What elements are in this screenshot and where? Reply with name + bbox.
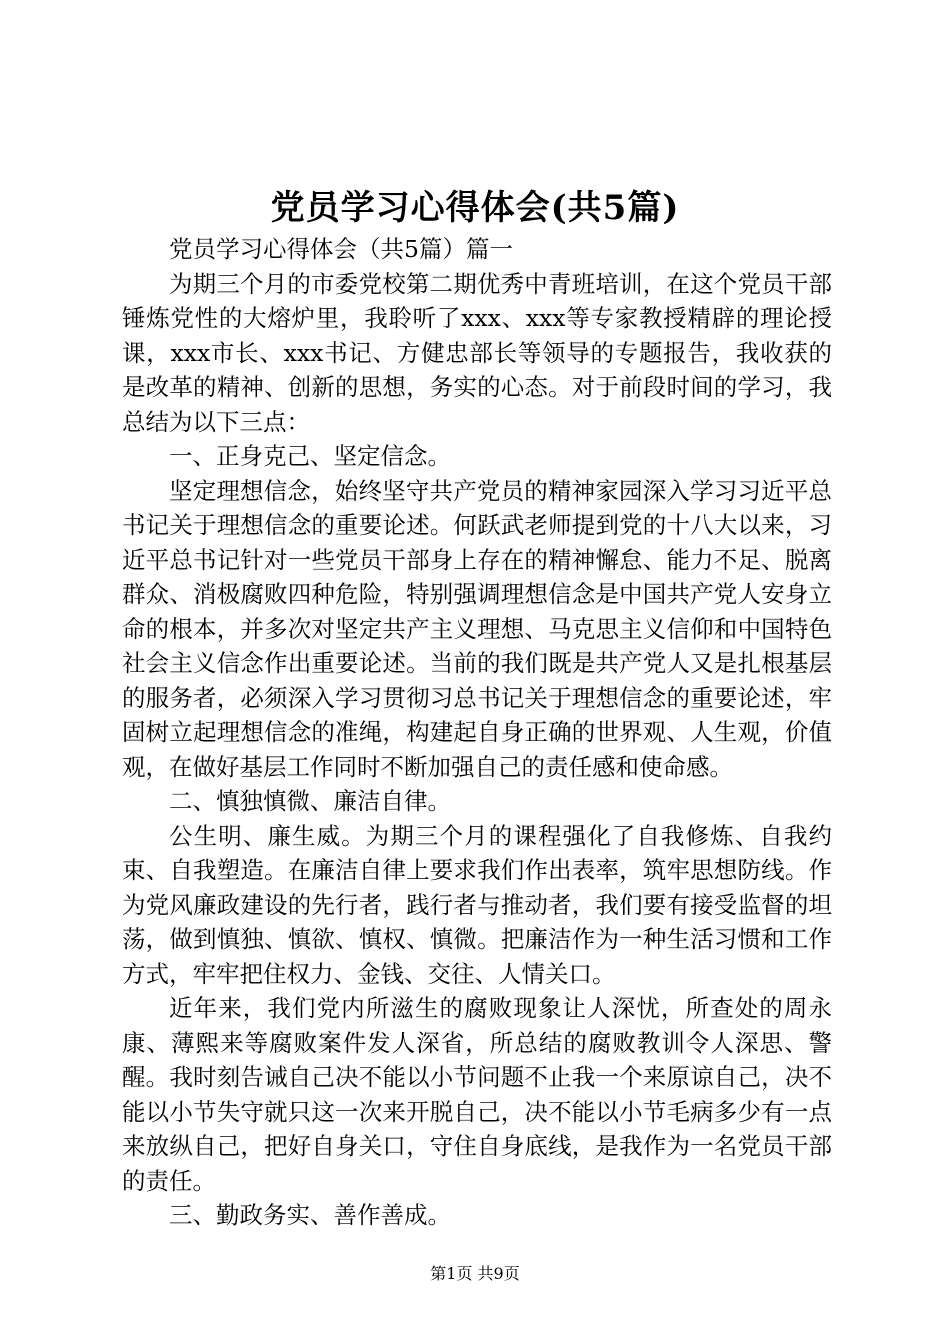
point-heading-1: 一、正身克己、坚定信念。 bbox=[169, 442, 451, 470]
document-body bbox=[122, 232, 832, 1233]
point-heading-3: 三、勤政务实、善作善成。 bbox=[169, 1201, 451, 1229]
point-heading-2: 二、慎独慎微、廉洁自律。 bbox=[169, 787, 451, 815]
body-paragraph: 坚定理想信念，始终坚守共产党员的精神家园深入学习习近平总书记关于理想信念的重要论述。何跃武老师提到党的十八大以来，习近平总书记针对一些党员干部身上存在的精神懈怠、能力不足、脱离群众、消极腐败四种危险，特别强调理想信念是中国共产党人安身立命的根本，并多次对坚定共产主义理想、马克思主义信仰和中国特色社会主义信念作出重要论述。当前的我们既是共产党人又是扎根基层的服务者，必须深入学习贯彻习总书记关于理想信念的重要论述，牢固树立起理想信念的准绳，构建起自身正确的世界观、人生观，价值观，在做好基层工作同时不断加强自己的责任感和使命感。 bbox=[122, 476, 832, 781]
body-paragraph: 为期三个月的市委党校第二期优秀中青班培训，在这个党员干部锤炼党性的大熔炉里，我聆听了xxx、xxx等专家教授精辟的理论授课，xxx市长、xxx书记、方健忠部长等领导的专题报告，我收获的是改革的精神、创新的思想，务实的心态。对于前段时间的学习，我总结为以下三点： bbox=[122, 269, 832, 436]
page-number-footer: 第1页 共9页 bbox=[430, 1264, 520, 1283]
document-title: 党员学习心得体会(共5篇) bbox=[270, 188, 680, 228]
body-paragraph: 公生明、廉生威。为期三个月的课程强化了自我修炼、自我约束、自我塑造。在廉洁自律上要求我们作出表率，筑牢思想防线。作为党风廉政建设的先行者，践行者与推动者，我们要有接受监督的坦荡，做到慎独、慎欲、慎权、慎微。把廉洁作为一种生活习惯和工作方式，牢牢把住权力、金钱、交往、人情关口。 bbox=[122, 821, 832, 988]
section-heading: 党员学习心得体会（共5篇）篇一 bbox=[169, 235, 513, 263]
body-paragraph: 近年来，我们党内所滋生的腐败现象让人深忧，所查处的周永康、薄熙来等腐败案件发人深省，所总结的腐败教训令人深思、警醒。我时刻告诫自己决不能以小节问题不止我一个来原谅自己，决不能以小节失守就只这一次来开脱自己，决不能以小节毛病多少有一点来放纵自己，把好自身关口，守住自身底线，是我作为一名党员干部的责任。 bbox=[122, 994, 832, 1195]
